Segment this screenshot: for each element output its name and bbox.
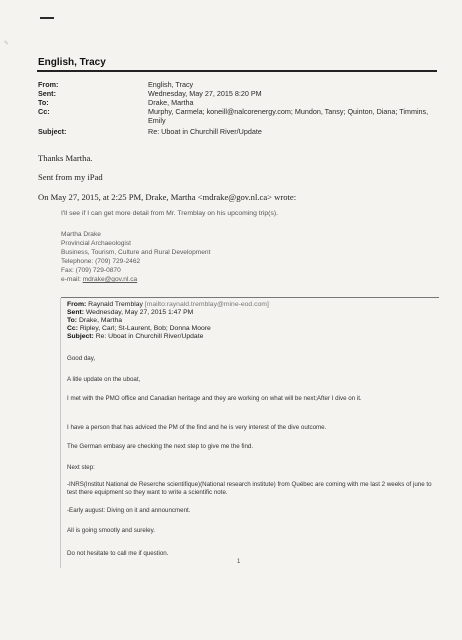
body-paragraph: I have a person that has adviced the PM of the find and he is very interest of the dive outcome. [67, 424, 327, 431]
fw-subject-label: Subject: [67, 333, 94, 340]
fw-from-label: From: [67, 301, 87, 308]
body-paragraph: The German embasy are checking the next step to give me the find. [67, 443, 254, 450]
body-paragraph: -INRS(Institut National de Reserche scientifique)(National research institute) from Québec are coming with me last 2 weeks of june to test there equipment so they want to write a scientific note. [67, 481, 432, 496]
martha-message: I'll see if I can get more detail from Mr. Tremblay on his upcoming trip(s). [61, 210, 278, 217]
body-paragraph: I met with the PMO office and Canadian heritage and they are working on what will be next;After I dive on it. [67, 395, 362, 402]
header-cc-value: Murphy, Carmela; koneill@nalcorenergy.com; Mundon, Tansy; Quinton, Diana; Timmins, Emily [148, 107, 429, 125]
header-sent-label: Sent: [38, 89, 56, 98]
fw-from-value: Raynald Tremblay [88, 301, 145, 308]
fw-cc-value: Ripley, Carl; St-Laurent, Bob; Donna Moore [79, 325, 211, 332]
body-paragraph: Do not hesitate to call me if question. [67, 550, 169, 557]
header-sent-value: Wednesday, May 27, 2015 8:20 PM [148, 89, 262, 98]
fw-sent-value: Wednesday, May 27, 2015 1:47 PM [85, 309, 194, 316]
body-paragraph: All is going smootly and sureley. [67, 527, 155, 534]
header-cc-label: Cc: [38, 107, 50, 116]
scan-mark [40, 17, 54, 19]
sig-title: Provincial Archaeologist [61, 240, 132, 247]
header-to-value: Drake, Martha [148, 98, 194, 107]
page-number: 1 [237, 559, 241, 565]
forward-rule [61, 297, 439, 298]
sig-dept: Business, Tourism, Culture and Rural Development [61, 249, 211, 256]
body-paragraph: Good day, [67, 355, 96, 362]
quote-intro: On May 27, 2015, at 2:25 PM, Drake, Martha <mdrake@gov.nl.ca> wrote: [38, 192, 297, 202]
fw-to-value: Drake, Martha [78, 317, 123, 324]
header-rule [37, 70, 437, 72]
body-paragraph: Next step: [67, 464, 95, 471]
fw-mailto-link[interactable]: [mailto:raynald.tremblay@mine-eod.com] [144, 301, 269, 308]
sig-phone: Telephone: (709) 729-2462 [61, 258, 141, 265]
sig-email-line [61, 275, 137, 285]
header-from-value: English, Tracy [148, 80, 194, 89]
body-paragraph: -Early august: Diving on it and announcment. [67, 507, 191, 514]
sig-fax: Fax: (709) 729-0870 [61, 267, 121, 274]
fw-subject [67, 333, 203, 341]
header-subject-value: Re: Uboat in Churchill River/Update [148, 127, 262, 136]
sig-email-label: e-mail: [61, 276, 83, 283]
sender-name: English, Tracy [38, 57, 106, 68]
fw-cc-label: Cc: [67, 325, 78, 332]
fw-sent-label: Sent: [67, 309, 84, 316]
header-to-label: To: [38, 98, 49, 107]
header-from-label: From: [38, 80, 59, 89]
reply-sent-from: Sent from my iPad [38, 172, 103, 182]
fw-to-label: To: [67, 317, 78, 324]
reply-thanks: Thanks Martha. [38, 153, 93, 163]
sig-email-link[interactable]: mdrake@gov.nl.ca [82, 276, 138, 283]
body-paragraph: A litle update on the uboat, [67, 376, 141, 383]
quote-bar [60, 298, 61, 568]
header-subject-label: Subject: [38, 127, 67, 136]
sig-name: Martha Drake [61, 231, 101, 238]
scan-speck: ✎ [4, 41, 10, 47]
fw-subject-value: Re: Uboat in Churchill River/Update [95, 333, 204, 340]
